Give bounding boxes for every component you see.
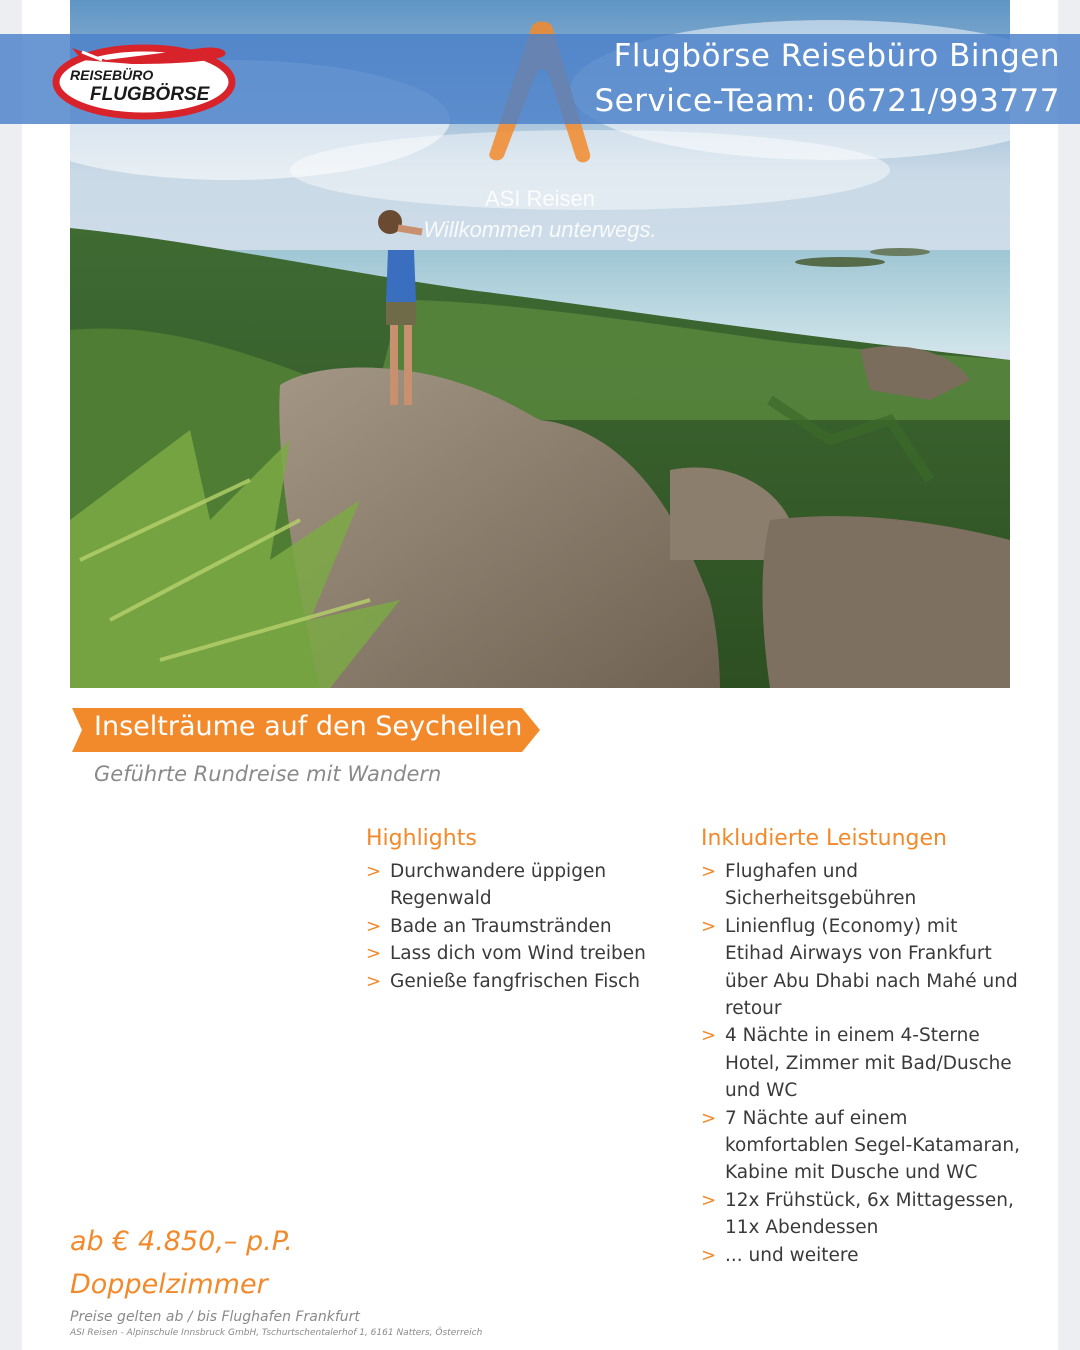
highlights-title: Highlights <box>366 826 477 851</box>
chevron-right-icon: > <box>366 943 382 965</box>
logo-text-bottom: FLUGBÖRSE <box>90 84 210 105</box>
list-item: > ... und weitere <box>701 1242 1021 1269</box>
chevron-right-icon: > <box>366 970 382 992</box>
agency-name: Flugbörse Reisebüro Bingen <box>613 38 1060 74</box>
list-item: > Linienflug (Economy) mit Etihad Airways von Frankfurt über Abu Dhabi nach Mahé und retour <box>701 913 1021 1023</box>
trip-subtitle: Geführte Rundreise mit Wandern <box>94 762 442 786</box>
chevron-right-icon: > <box>701 1025 717 1047</box>
asi-brand-name: ASI Reisen <box>484 186 596 211</box>
included-list <box>701 858 1021 1269</box>
flugboerse-logo <box>52 38 236 120</box>
list-item: > Bade an Traumstränden <box>366 913 666 940</box>
price-amount: ab € 4.850,– p.P. <box>70 1226 293 1257</box>
list-item: > 12x Frühstück, 6x Mittagessen, 11x Abendessen <box>701 1187 1021 1242</box>
chevron-right-icon: > <box>701 1189 717 1211</box>
chevron-right-icon: > <box>701 1244 717 1266</box>
list-item: > Lass dich vom Wind treiben <box>366 940 666 967</box>
list-item: > Genieße fangfrischen Fisch <box>366 968 666 995</box>
highlights-list <box>366 858 666 995</box>
company-address: ASI Reisen - Alpinschule Innsbruck GmbH, Tschurtschentalerhof 1, 6161 Natters, Österreich <box>70 1328 483 1338</box>
price-note: Preise gelten ab / bis Flughafen Frankfurt <box>70 1309 360 1325</box>
included-title: Inkludierte Leistungen <box>701 826 947 851</box>
price-room-type: Doppelzimmer <box>70 1269 268 1300</box>
chevron-right-icon: > <box>366 915 382 937</box>
chevron-right-icon: > <box>701 1107 717 1129</box>
chevron-right-icon: > <box>701 861 717 882</box>
asi-brand-slogan: Willkommen unterwegs. <box>423 217 657 242</box>
service-phone[interactable]: Service-Team: 06721/993777 <box>594 83 1060 119</box>
chevron-right-icon: > <box>366 861 382 882</box>
list-item: > 7 Nächte auf einem komfortablen Segel-Katamaran, Kabine mit Dusche und WC <box>701 1105 1021 1187</box>
logo-text-top: REISEBÜRO <box>70 67 154 83</box>
list-item: > Durchwandere üppigen Regenwald <box>366 858 666 913</box>
list-item: > 4 Nächte in einem 4-Sterne Hotel, Zimmer mit Bad/Dusche und WC <box>701 1022 1021 1104</box>
trip-title: Inselträume auf den Seychellen <box>94 711 523 742</box>
list-item: > Flughafen und Sicherheitsgebühren <box>701 858 1021 913</box>
chevron-right-icon: > <box>701 915 717 937</box>
